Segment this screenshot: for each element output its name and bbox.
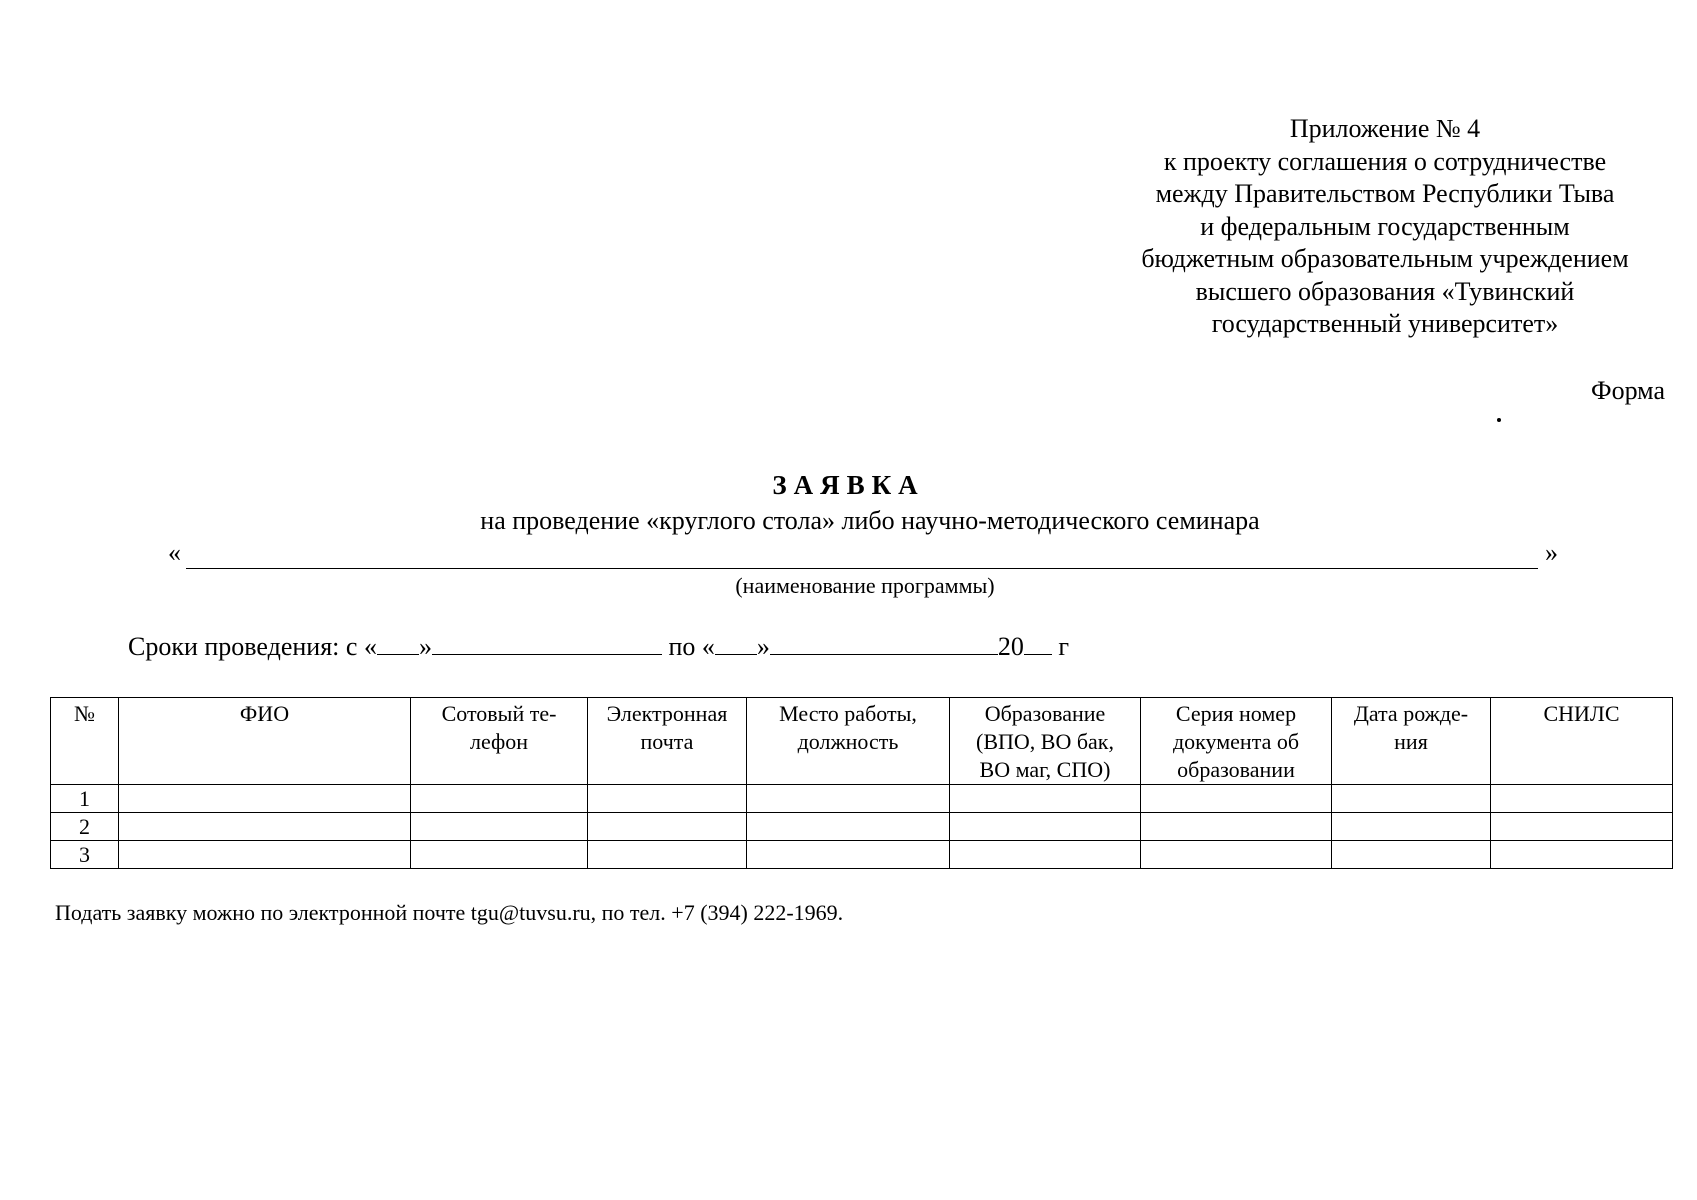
- document-title: ЗАЯВКА: [772, 470, 925, 500]
- start-day-blank[interactable]: [377, 632, 419, 655]
- year-prefix: 20: [997, 632, 1024, 661]
- dates-close-quote: »: [756, 632, 770, 661]
- program-name-field[interactable]: [168, 538, 1558, 572]
- header-workplace: Место работы, должность: [747, 698, 950, 785]
- quote-open: «: [168, 538, 181, 567]
- table-cell[interactable]: [588, 813, 747, 841]
- table-cell[interactable]: [1332, 813, 1491, 841]
- dates-line: [128, 632, 1069, 662]
- quote-close: »: [1545, 538, 1558, 567]
- year-suffix: г: [1051, 632, 1070, 661]
- table-cell[interactable]: [1491, 841, 1673, 869]
- table-cell[interactable]: [1491, 785, 1673, 813]
- header-fio: ФИО: [119, 698, 411, 785]
- program-name-underline: [186, 568, 1538, 569]
- header-education: Образование (ВПО, ВО бак, ВО маг, СПО): [950, 698, 1141, 785]
- registration-table: [50, 697, 1673, 869]
- submission-note: Подать заявку можно по электронной почте tgu@tuvsu.ru, по тел. +7 (394) 222-1969.: [55, 900, 844, 925]
- table-cell[interactable]: [1141, 785, 1332, 813]
- dates-prefix: Сроки проведения: с «: [128, 632, 377, 661]
- row-number: 1: [51, 785, 119, 813]
- table-cell[interactable]: [950, 841, 1141, 869]
- dates-to: по «: [661, 632, 715, 661]
- table-row: [51, 785, 1673, 813]
- table-header-row: [51, 698, 1673, 785]
- appendix-line: между Правительством Республики Тыва: [1155, 179, 1615, 208]
- end-day-blank[interactable]: [715, 632, 757, 655]
- table-cell[interactable]: [1332, 841, 1491, 869]
- table-cell[interactable]: [1332, 785, 1491, 813]
- table-cell[interactable]: [747, 813, 950, 841]
- appendix-line: бюджетным образовательным учреждением: [1141, 244, 1629, 273]
- table-cell[interactable]: [747, 841, 950, 869]
- form-label: Форма: [1591, 376, 1665, 405]
- stray-dot: [1497, 418, 1501, 422]
- end-month-blank[interactable]: [770, 632, 998, 655]
- header-snils: СНИЛС: [1491, 698, 1673, 785]
- appendix-line: к проекту соглашения о сотрудничестве: [1163, 146, 1607, 176]
- table-cell[interactable]: [950, 813, 1141, 841]
- start-month-blank[interactable]: [432, 632, 662, 655]
- row-number: 3: [51, 841, 119, 869]
- table-cell[interactable]: [1141, 841, 1332, 869]
- dates-close-quote: »: [418, 632, 432, 661]
- table-cell[interactable]: [747, 785, 950, 813]
- table-cell[interactable]: [411, 841, 588, 869]
- table-cell[interactable]: [588, 785, 747, 813]
- table-cell[interactable]: [119, 841, 411, 869]
- appendix-line: и федеральным государственным: [1200, 211, 1570, 241]
- table-cell[interactable]: [411, 785, 588, 813]
- table-row: [51, 813, 1673, 841]
- table-row: [51, 841, 1673, 869]
- header-birthdate: Дата рожде- ния: [1332, 698, 1491, 785]
- appendix-line: высшего образования «Тувинский: [1195, 276, 1575, 306]
- document-subtitle: на проведение «круглого стола» либо научно-методического семинара: [480, 506, 1260, 535]
- appendix-line: Приложение № 4: [1289, 114, 1481, 143]
- header-email: Электронная почта: [588, 698, 747, 785]
- table-cell[interactable]: [411, 813, 588, 841]
- appendix-line: государственный университет»: [1211, 309, 1559, 338]
- table-cell[interactable]: [119, 813, 411, 841]
- table-cell[interactable]: [1141, 813, 1332, 841]
- row-number: 2: [51, 813, 119, 841]
- table-cell[interactable]: [950, 785, 1141, 813]
- appendix-header: [1105, 113, 1665, 341]
- table-cell[interactable]: [119, 785, 411, 813]
- program-name-caption: (наименование программы): [735, 573, 995, 598]
- year-blank[interactable]: [1024, 632, 1052, 655]
- table-cell[interactable]: [1491, 813, 1673, 841]
- table-cell[interactable]: [588, 841, 747, 869]
- header-phone: Сотовый те- лефон: [411, 698, 588, 785]
- header-number: №: [51, 698, 119, 785]
- header-diploma: Серия номер документа об образовании: [1141, 698, 1332, 785]
